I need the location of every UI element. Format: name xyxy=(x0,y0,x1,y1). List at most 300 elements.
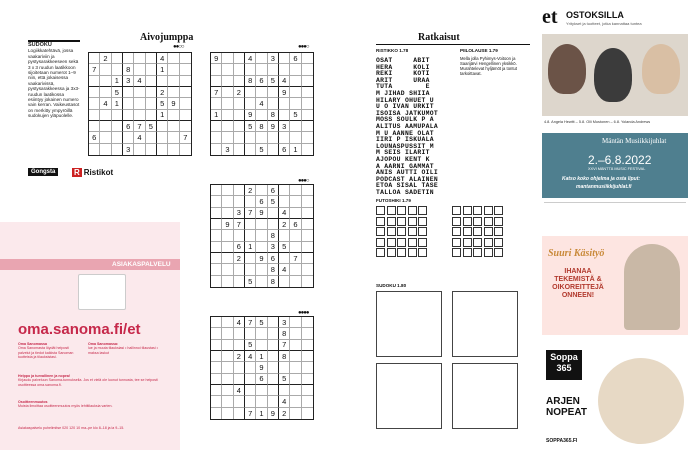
sudoku-cell[interactable] xyxy=(290,208,301,219)
sudoku-cell[interactable]: 4 xyxy=(279,208,290,219)
festival-ad[interactable] xyxy=(542,133,688,198)
sudoku-cell[interactable]: 9 xyxy=(168,98,179,109)
sudoku-cell[interactable]: 5 xyxy=(290,110,301,121)
sudoku-cell[interactable]: 4 xyxy=(245,53,256,64)
sudoku-cell[interactable] xyxy=(222,98,233,109)
sudoku-cell[interactable]: 5 xyxy=(268,76,279,87)
sudoku-cell[interactable] xyxy=(234,53,245,64)
sudoku-cell[interactable] xyxy=(168,121,179,132)
sudoku-cell[interactable] xyxy=(256,185,267,196)
sudoku-cell[interactable] xyxy=(290,196,301,207)
sudoku-cell[interactable] xyxy=(290,185,301,196)
sudoku-cell[interactable] xyxy=(279,276,290,287)
sudoku-cell[interactable]: 4 xyxy=(134,132,145,143)
sudoku-cell[interactable] xyxy=(222,276,233,287)
sudoku-cell[interactable]: 5 xyxy=(157,98,168,109)
sudoku-cell[interactable] xyxy=(89,53,100,64)
sudoku-cell[interactable]: 2 xyxy=(234,87,245,98)
sudoku-cell[interactable] xyxy=(302,76,313,87)
sudoku-cell[interactable]: 5 xyxy=(279,242,290,253)
sudoku-cell[interactable] xyxy=(302,408,313,419)
sudoku-cell[interactable]: 4 xyxy=(279,264,290,275)
sudoku-cell[interactable]: 2 xyxy=(100,53,111,64)
sudoku-cell[interactable] xyxy=(279,110,290,121)
sudoku-cell[interactable] xyxy=(302,328,313,339)
sudoku-grid[interactable] xyxy=(210,316,314,420)
sudoku-cell[interactable]: 1 xyxy=(256,351,267,362)
sudoku-cell[interactable]: 4 xyxy=(279,396,290,407)
sudoku-cell[interactable] xyxy=(211,219,222,230)
sudoku-cell[interactable]: 8 xyxy=(268,110,279,121)
sudoku-cell[interactable] xyxy=(279,132,290,143)
sudoku-cell[interactable] xyxy=(168,64,179,75)
sudoku-cell[interactable] xyxy=(146,144,157,155)
sudoku-cell[interactable] xyxy=(302,144,313,155)
sudoku-cell[interactable] xyxy=(146,98,157,109)
sudoku-cell[interactable] xyxy=(256,276,267,287)
sudoku-cell[interactable] xyxy=(268,362,279,373)
sudoku-cell[interactable] xyxy=(100,76,111,87)
sudoku-cell[interactable] xyxy=(112,121,123,132)
sudoku-grid[interactable] xyxy=(210,184,314,288)
sudoku-cell[interactable]: 5 xyxy=(146,121,157,132)
sudoku-cell[interactable]: 8 xyxy=(279,328,290,339)
sudoku-cell[interactable]: 2 xyxy=(279,219,290,230)
sudoku-cell[interactable] xyxy=(256,264,267,275)
sudoku-cell[interactable] xyxy=(279,253,290,264)
sudoku-cell[interactable]: 6 xyxy=(89,132,100,143)
sudoku-cell[interactable] xyxy=(268,219,279,230)
sudoku-cell[interactable] xyxy=(211,351,222,362)
sudoku-cell[interactable] xyxy=(146,87,157,98)
sudoku-cell[interactable] xyxy=(146,64,157,75)
sudoku-cell[interactable] xyxy=(89,76,100,87)
sudoku-cell[interactable] xyxy=(146,76,157,87)
sudoku-cell[interactable] xyxy=(222,53,233,64)
sudoku-cell[interactable] xyxy=(256,230,267,241)
sudoku-cell[interactable] xyxy=(290,98,301,109)
sudoku-cell[interactable] xyxy=(211,328,222,339)
sudoku-cell[interactable] xyxy=(290,396,301,407)
sudoku-cell[interactable]: 6 xyxy=(256,374,267,385)
sudoku-cell[interactable] xyxy=(222,121,233,132)
sudoku-cell[interactable]: 8 xyxy=(268,276,279,287)
sudoku-cell[interactable] xyxy=(234,121,245,132)
sudoku-cell[interactable] xyxy=(302,230,313,241)
sudoku-cell[interactable] xyxy=(279,185,290,196)
sudoku-cell[interactable] xyxy=(256,328,267,339)
sudoku-cell[interactable] xyxy=(245,87,256,98)
sudoku-cell[interactable] xyxy=(234,110,245,121)
sudoku-cell[interactable] xyxy=(211,121,222,132)
sudoku-cell[interactable] xyxy=(290,328,301,339)
sudoku-cell[interactable] xyxy=(222,64,233,75)
sudoku-cell[interactable]: 5 xyxy=(279,374,290,385)
sudoku-cell[interactable] xyxy=(268,208,279,219)
sudoku-cell[interactable] xyxy=(134,87,145,98)
sudoku-cell[interactable]: 2 xyxy=(245,185,256,196)
sudoku-cell[interactable] xyxy=(89,121,100,132)
sudoku-cell[interactable]: 4 xyxy=(245,351,256,362)
sudoku-cell[interactable] xyxy=(180,98,191,109)
sudoku-cell[interactable] xyxy=(268,317,279,328)
sudoku-cell[interactable] xyxy=(290,385,301,396)
sudoku-cell[interactable] xyxy=(211,374,222,385)
sudoku-cell[interactable]: 9 xyxy=(279,87,290,98)
sudoku-cell[interactable] xyxy=(157,76,168,87)
sudoku-cell[interactable] xyxy=(180,76,191,87)
sudoku-cell[interactable] xyxy=(256,219,267,230)
sudoku-cell[interactable] xyxy=(245,264,256,275)
sudoku-cell[interactable]: 9 xyxy=(211,53,222,64)
sudoku-cell[interactable] xyxy=(256,385,267,396)
sudoku-cell[interactable] xyxy=(302,276,313,287)
sudoku-cell[interactable] xyxy=(222,351,233,362)
sudoku-cell[interactable]: 1 xyxy=(245,242,256,253)
sudoku-cell[interactable] xyxy=(256,340,267,351)
sudoku-cell[interactable] xyxy=(268,328,279,339)
sudoku-cell[interactable] xyxy=(290,87,301,98)
sudoku-cell[interactable] xyxy=(134,98,145,109)
sudoku-cell[interactable] xyxy=(211,208,222,219)
sudoku-cell[interactable] xyxy=(256,87,267,98)
sudoku-cell[interactable] xyxy=(268,64,279,75)
sudoku-cell[interactable] xyxy=(302,132,313,143)
sudoku-cell[interactable] xyxy=(123,53,134,64)
sudoku-cell[interactable] xyxy=(112,110,123,121)
sudoku-cell[interactable] xyxy=(211,340,222,351)
sudoku-cell[interactable] xyxy=(290,351,301,362)
sudoku-cell[interactable]: 8 xyxy=(123,64,134,75)
sudoku-cell[interactable] xyxy=(222,76,233,87)
sudoku-cell[interactable] xyxy=(245,144,256,155)
soppa365-ad[interactable] xyxy=(542,346,688,450)
sudoku-cell[interactable]: 8 xyxy=(256,121,267,132)
sudoku-cell[interactable] xyxy=(234,276,245,287)
sudoku-cell[interactable]: 1 xyxy=(211,110,222,121)
sudoku-cell[interactable] xyxy=(279,98,290,109)
sudoku-cell[interactable] xyxy=(222,208,233,219)
sudoku-cell[interactable]: 4 xyxy=(234,317,245,328)
sudoku-cell[interactable]: 3 xyxy=(123,144,134,155)
sudoku-cell[interactable] xyxy=(279,196,290,207)
sudoku-cell[interactable] xyxy=(245,132,256,143)
sudoku-cell[interactable] xyxy=(222,253,233,264)
sudoku-cell[interactable]: 1 xyxy=(157,64,168,75)
sudoku-cell[interactable] xyxy=(302,53,313,64)
sudoku-cell[interactable]: 2 xyxy=(279,408,290,419)
sudoku-cell[interactable] xyxy=(302,351,313,362)
sudoku-cell[interactable] xyxy=(211,230,222,241)
sudoku-cell[interactable] xyxy=(222,87,233,98)
sudoku-cell[interactable] xyxy=(211,276,222,287)
sudoku-cell[interactable]: 6 xyxy=(268,253,279,264)
sudoku-cell[interactable] xyxy=(245,374,256,385)
sudoku-cell[interactable]: 5 xyxy=(112,87,123,98)
sudoku-cell[interactable] xyxy=(211,132,222,143)
sudoku-cell[interactable] xyxy=(222,340,233,351)
sudoku-cell[interactable]: 1 xyxy=(112,98,123,109)
sudoku-cell[interactable] xyxy=(302,317,313,328)
sudoku-cell[interactable]: 2 xyxy=(157,87,168,98)
sudoku-cell[interactable] xyxy=(234,340,245,351)
sudoku-cell[interactable]: 3 xyxy=(268,242,279,253)
sudoku-cell[interactable] xyxy=(234,144,245,155)
sudoku-cell[interactable] xyxy=(256,242,267,253)
festival-url[interactable]: mantanmusiikkijuhlat.fi xyxy=(576,184,632,190)
sudoku-cell[interactable] xyxy=(100,64,111,75)
sudoku-cell[interactable] xyxy=(89,144,100,155)
sudoku-cell[interactable] xyxy=(245,64,256,75)
sudoku-cell[interactable] xyxy=(222,196,233,207)
sudoku-cell[interactable] xyxy=(245,219,256,230)
sudoku-cell[interactable] xyxy=(168,53,179,64)
sudoku-cell[interactable]: 7 xyxy=(245,317,256,328)
sudoku-cell[interactable] xyxy=(245,253,256,264)
sudoku-cell[interactable] xyxy=(222,374,233,385)
sudoku-cell[interactable] xyxy=(157,132,168,143)
sudoku-cell[interactable]: 1 xyxy=(256,408,267,419)
sudoku-grid[interactable] xyxy=(210,52,314,156)
sudoku-cell[interactable] xyxy=(89,110,100,121)
sudoku-cell[interactable] xyxy=(222,362,233,373)
sudoku-cell[interactable] xyxy=(302,98,313,109)
sudoku-cell[interactable]: 4 xyxy=(100,98,111,109)
sudoku-cell[interactable] xyxy=(290,242,301,253)
sudoku-cell[interactable] xyxy=(302,242,313,253)
sudoku-cell[interactable] xyxy=(279,230,290,241)
sudoku-cell[interactable] xyxy=(290,230,301,241)
sudoku-cell[interactable] xyxy=(211,408,222,419)
sudoku-cell[interactable] xyxy=(211,396,222,407)
sudoku-cell[interactable] xyxy=(290,362,301,373)
sudoku-cell[interactable]: 1 xyxy=(290,144,301,155)
sudoku-cell[interactable] xyxy=(168,76,179,87)
sudoku-cell[interactable] xyxy=(222,396,233,407)
sudoku-cell[interactable] xyxy=(234,264,245,275)
sudoku-cell[interactable] xyxy=(302,385,313,396)
sudoku-cell[interactable] xyxy=(123,132,134,143)
sudoku-cell[interactable]: 5 xyxy=(245,340,256,351)
sudoku-cell[interactable]: 7 xyxy=(211,87,222,98)
sudoku-cell[interactable] xyxy=(180,64,191,75)
sudoku-cell[interactable]: 6 xyxy=(256,76,267,87)
sudoku-cell[interactable] xyxy=(222,110,233,121)
sudoku-cell[interactable] xyxy=(211,185,222,196)
sudoku-cell[interactable] xyxy=(211,196,222,207)
sudoku-cell[interactable]: 6 xyxy=(290,53,301,64)
sudoku-cell[interactable] xyxy=(279,385,290,396)
sudoku-cell[interactable] xyxy=(211,264,222,275)
sudoku-cell[interactable]: 5 xyxy=(256,144,267,155)
sudoku-cell[interactable] xyxy=(180,144,191,155)
sudoku-cell[interactable] xyxy=(211,144,222,155)
sudoku-cell[interactable] xyxy=(146,110,157,121)
sudoku-cell[interactable]: 8 xyxy=(279,351,290,362)
sudoku-cell[interactable] xyxy=(234,196,245,207)
sudoku-cell[interactable] xyxy=(234,98,245,109)
sudoku-cell[interactable] xyxy=(211,64,222,75)
sudoku-cell[interactable] xyxy=(268,396,279,407)
sudoku-cell[interactable]: 6 xyxy=(268,185,279,196)
sudoku-cell[interactable] xyxy=(234,64,245,75)
sudoku-cell[interactable] xyxy=(168,87,179,98)
sudoku-cell[interactable] xyxy=(222,185,233,196)
sudoku-cell[interactable] xyxy=(222,132,233,143)
sudoku-grid[interactable] xyxy=(88,52,192,156)
sudoku-cell[interactable]: 4 xyxy=(256,98,267,109)
sudoku-cell[interactable]: 9 xyxy=(245,110,256,121)
sudoku-cell[interactable]: 5 xyxy=(245,121,256,132)
sudoku-cell[interactable] xyxy=(180,87,191,98)
sudoku-cell[interactable] xyxy=(290,64,301,75)
sudoku-cell[interactable] xyxy=(234,230,245,241)
sudoku-cell[interactable] xyxy=(180,121,191,132)
sudoku-cell[interactable]: 3 xyxy=(268,53,279,64)
sudoku-cell[interactable] xyxy=(302,253,313,264)
sudoku-cell[interactable] xyxy=(245,230,256,241)
sudoku-cell[interactable]: 7 xyxy=(290,253,301,264)
sudoku-cell[interactable] xyxy=(290,132,301,143)
sudoku-cell[interactable] xyxy=(134,53,145,64)
sudoku-cell[interactable] xyxy=(290,408,301,419)
sudoku-cell[interactable] xyxy=(290,264,301,275)
sudoku-cell[interactable] xyxy=(112,53,123,64)
sudoku-cell[interactable]: 7 xyxy=(279,340,290,351)
sudoku-cell[interactable]: 6 xyxy=(290,219,301,230)
sudoku-cell[interactable] xyxy=(268,144,279,155)
sudoku-cell[interactable] xyxy=(100,132,111,143)
sudoku-cell[interactable] xyxy=(302,219,313,230)
sudoku-cell[interactable]: 6 xyxy=(279,144,290,155)
sudoku-cell[interactable] xyxy=(256,396,267,407)
sudoku-cell[interactable]: 4 xyxy=(134,76,145,87)
sudoku-cell[interactable] xyxy=(256,132,267,143)
sudoku-cell[interactable] xyxy=(211,253,222,264)
sudoku-cell[interactable]: 8 xyxy=(268,264,279,275)
sudoku-cell[interactable]: 1 xyxy=(112,76,123,87)
sudoku-cell[interactable] xyxy=(256,64,267,75)
sudoku-cell[interactable] xyxy=(245,385,256,396)
sudoku-cell[interactable] xyxy=(222,385,233,396)
sudoku-cell[interactable]: 7 xyxy=(245,208,256,219)
sudoku-cell[interactable] xyxy=(180,110,191,121)
sudoku-cell[interactable] xyxy=(112,132,123,143)
sudoku-cell[interactable] xyxy=(89,87,100,98)
sudoku-cell[interactable]: 3 xyxy=(279,317,290,328)
sudoku-cell[interactable]: 8 xyxy=(268,230,279,241)
sudoku-cell[interactable] xyxy=(168,132,179,143)
sudoku-cell[interactable] xyxy=(222,242,233,253)
sudoku-cell[interactable] xyxy=(290,121,301,132)
sudoku-cell[interactable]: 4 xyxy=(234,385,245,396)
sudoku-cell[interactable] xyxy=(279,64,290,75)
sudoku-cell[interactable] xyxy=(256,110,267,121)
sudoku-cell[interactable] xyxy=(123,98,134,109)
sudoku-cell[interactable] xyxy=(302,362,313,373)
sudoku-cell[interactable]: 6 xyxy=(256,196,267,207)
sudoku-cell[interactable] xyxy=(290,276,301,287)
sudoku-cell[interactable]: 7 xyxy=(245,408,256,419)
customer-service-ad[interactable] xyxy=(0,222,180,450)
sudoku-cell[interactable] xyxy=(168,144,179,155)
sudoku-cell[interactable] xyxy=(157,144,168,155)
sudoku-cell[interactable]: 7 xyxy=(89,64,100,75)
sudoku-cell[interactable] xyxy=(234,76,245,87)
sudoku-cell[interactable] xyxy=(290,340,301,351)
sudoku-cell[interactable] xyxy=(302,110,313,121)
sudoku-cell[interactable] xyxy=(100,110,111,121)
sudoku-cell[interactable] xyxy=(302,64,313,75)
sudoku-cell[interactable] xyxy=(180,53,191,64)
sudoku-cell[interactable]: 5 xyxy=(268,196,279,207)
sudoku-cell[interactable]: 8 xyxy=(245,76,256,87)
sudoku-cell[interactable] xyxy=(302,87,313,98)
sudoku-cell[interactable]: 9 xyxy=(256,362,267,373)
sudoku-cell[interactable]: 2 xyxy=(234,253,245,264)
sudoku-cell[interactable] xyxy=(268,340,279,351)
sudoku-cell[interactable] xyxy=(268,385,279,396)
sudoku-cell[interactable] xyxy=(146,132,157,143)
sudoku-cell[interactable]: 7 xyxy=(134,121,145,132)
sudoku-cell[interactable] xyxy=(245,98,256,109)
sudoku-cell[interactable] xyxy=(168,110,179,121)
sudoku-cell[interactable]: 1 xyxy=(157,110,168,121)
sudoku-cell[interactable]: 9 xyxy=(268,121,279,132)
sudoku-cell[interactable]: 4 xyxy=(279,76,290,87)
sudoku-cell[interactable] xyxy=(290,317,301,328)
sudoku-cell[interactable] xyxy=(134,144,145,155)
sudoku-cell[interactable] xyxy=(302,208,313,219)
sudoku-cell[interactable]: 9 xyxy=(256,208,267,219)
sudoku-cell[interactable]: 4 xyxy=(157,53,168,64)
sudoku-cell[interactable] xyxy=(112,144,123,155)
sudoku-cell[interactable]: 6 xyxy=(123,121,134,132)
sudoku-cell[interactable] xyxy=(146,53,157,64)
sudoku-cell[interactable] xyxy=(245,396,256,407)
sudoku-cell[interactable] xyxy=(211,385,222,396)
sudoku-cell[interactable] xyxy=(89,98,100,109)
sudoku-cell[interactable] xyxy=(211,362,222,373)
sudoku-cell[interactable] xyxy=(268,351,279,362)
sudoku-cell[interactable]: 7 xyxy=(180,132,191,143)
sudoku-cell[interactable] xyxy=(302,264,313,275)
sudoku-cell[interactable]: 7 xyxy=(234,219,245,230)
sudoku-cell[interactable] xyxy=(302,121,313,132)
sudoku-cell[interactable] xyxy=(234,185,245,196)
sudoku-cell[interactable] xyxy=(302,185,313,196)
sudoku-cell[interactable]: 5 xyxy=(245,276,256,287)
sudoku-cell[interactable] xyxy=(234,328,245,339)
sudoku-cell[interactable]: 9 xyxy=(268,408,279,419)
sudoku-cell[interactable] xyxy=(112,64,123,75)
sudoku-cell[interactable] xyxy=(245,328,256,339)
soppa-url[interactable]: SOPPA365.FI xyxy=(546,438,578,444)
sudoku-cell[interactable] xyxy=(211,98,222,109)
sudoku-cell[interactable] xyxy=(268,132,279,143)
sudoku-cell[interactable] xyxy=(222,328,233,339)
kasityo-ad[interactable] xyxy=(542,236,688,335)
sudoku-cell[interactable] xyxy=(245,196,256,207)
sudoku-cell[interactable]: 5 xyxy=(256,317,267,328)
sudoku-cell[interactable]: 9 xyxy=(256,253,267,264)
sudoku-cell[interactable] xyxy=(100,144,111,155)
sudoku-cell[interactable] xyxy=(234,374,245,385)
sudoku-cell[interactable] xyxy=(211,76,222,87)
sudoku-cell[interactable] xyxy=(268,87,279,98)
sudoku-cell[interactable] xyxy=(234,396,245,407)
sudoku-cell[interactable] xyxy=(100,87,111,98)
